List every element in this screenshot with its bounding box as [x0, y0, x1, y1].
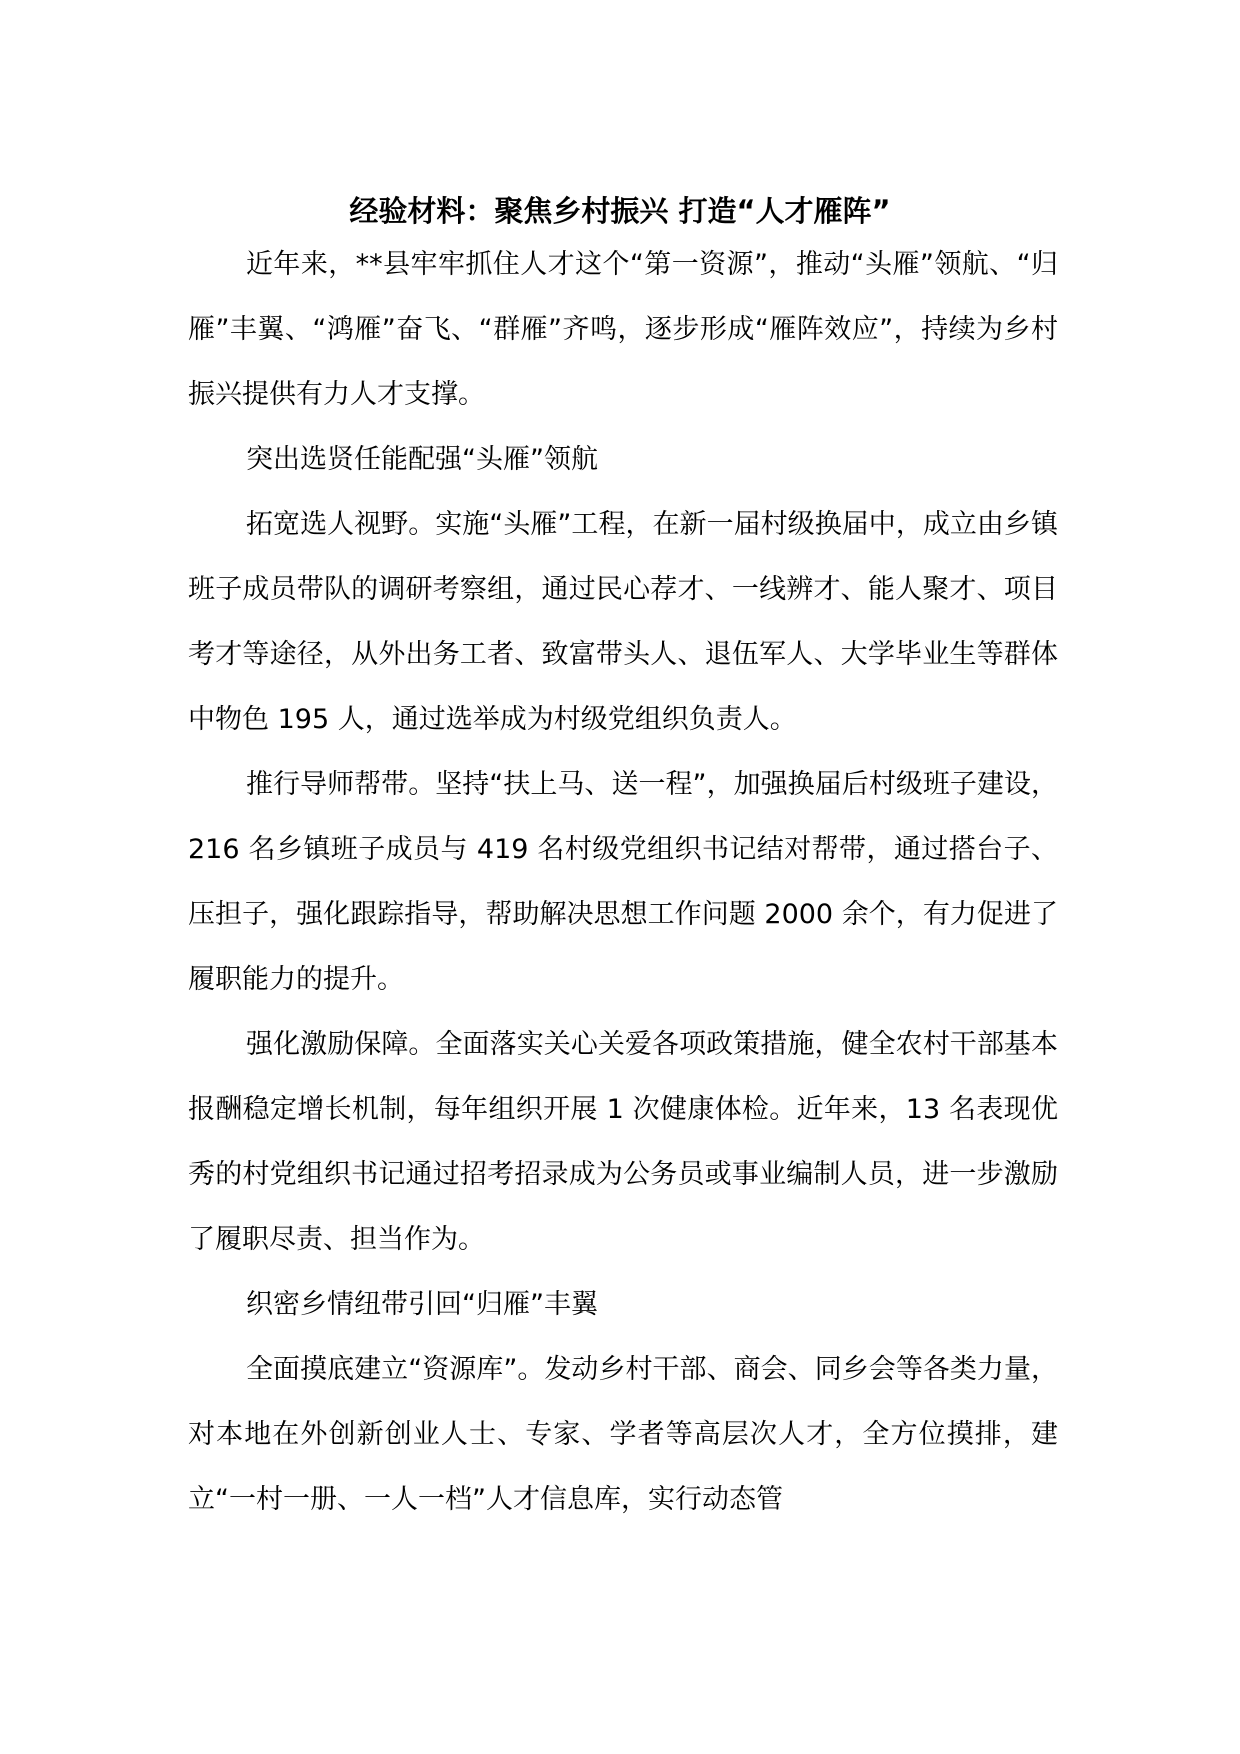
paragraph-resource-database: 全面摸底建立“资源库”。发动乡村干部、商会、同乡会等各类力量，对本地在外创新创业人士、专家、学者等高层次人才，全方位摸排，建立“一村一册、一人一档”人才信息库，实行动态管 — [188, 1354, 1058, 1515]
document-title: 经验材料：聚焦乡村振兴 打造“人才雁阵” — [349, 194, 891, 229]
section-heading-returning-geese: 织密乡情纽带引回“归雁”丰翼 — [246, 1289, 598, 1320]
document-body — [188, 232, 1058, 1532]
intro-paragraph: 近年来，**县牢牢抓住人才这个“第一资源”，推动“头雁”领航、“归雁”丰翼、“鸿雁”奋飞、“群雁”齐鸣，逐步形成“雁阵效应”，持续为乡村振兴提供有力人才支撑。 — [188, 249, 1058, 410]
paragraph-broaden-selection: 拓宽选人视野。实施“头雁”工程，在新一届村级换届中，成立由乡镇班子成员带队的调研考察组，通过民心荐才、一线辨才、能人聚才、项目考才等途径，从外出务工者、致富带头人、退伍军人、大学毕业生等群体中物色 195 人，通过选举成为村级党组织负责人。 — [188, 509, 1058, 735]
section-heading-lead-geese: 突出选贤任能配强“头雁”领航 — [246, 444, 598, 475]
paragraph-incentive-guarantee: 强化激励保障。全面落实关心关爱各项政策措施，健全农村干部基本报酬稳定增长机制，每年组织开展 1 次健康体检。近年来，13 名表现优秀的村党组织书记通过招考招录成为公务员或事业编制人员，进一步激励了履职尽责、担当作为。 — [188, 1029, 1058, 1255]
paragraph-mentor-guidance: 推行导师帮带。坚持“扶上马、送一程”，加强换届后村级班子建设，216 名乡镇班子成员与 419 名村级党组织书记结对帮带，通过搭台子、压担子，强化跟踪指导，帮助解决思想工作问题 2000 余个，有力促进了履职能力的提升。 — [188, 769, 1058, 995]
